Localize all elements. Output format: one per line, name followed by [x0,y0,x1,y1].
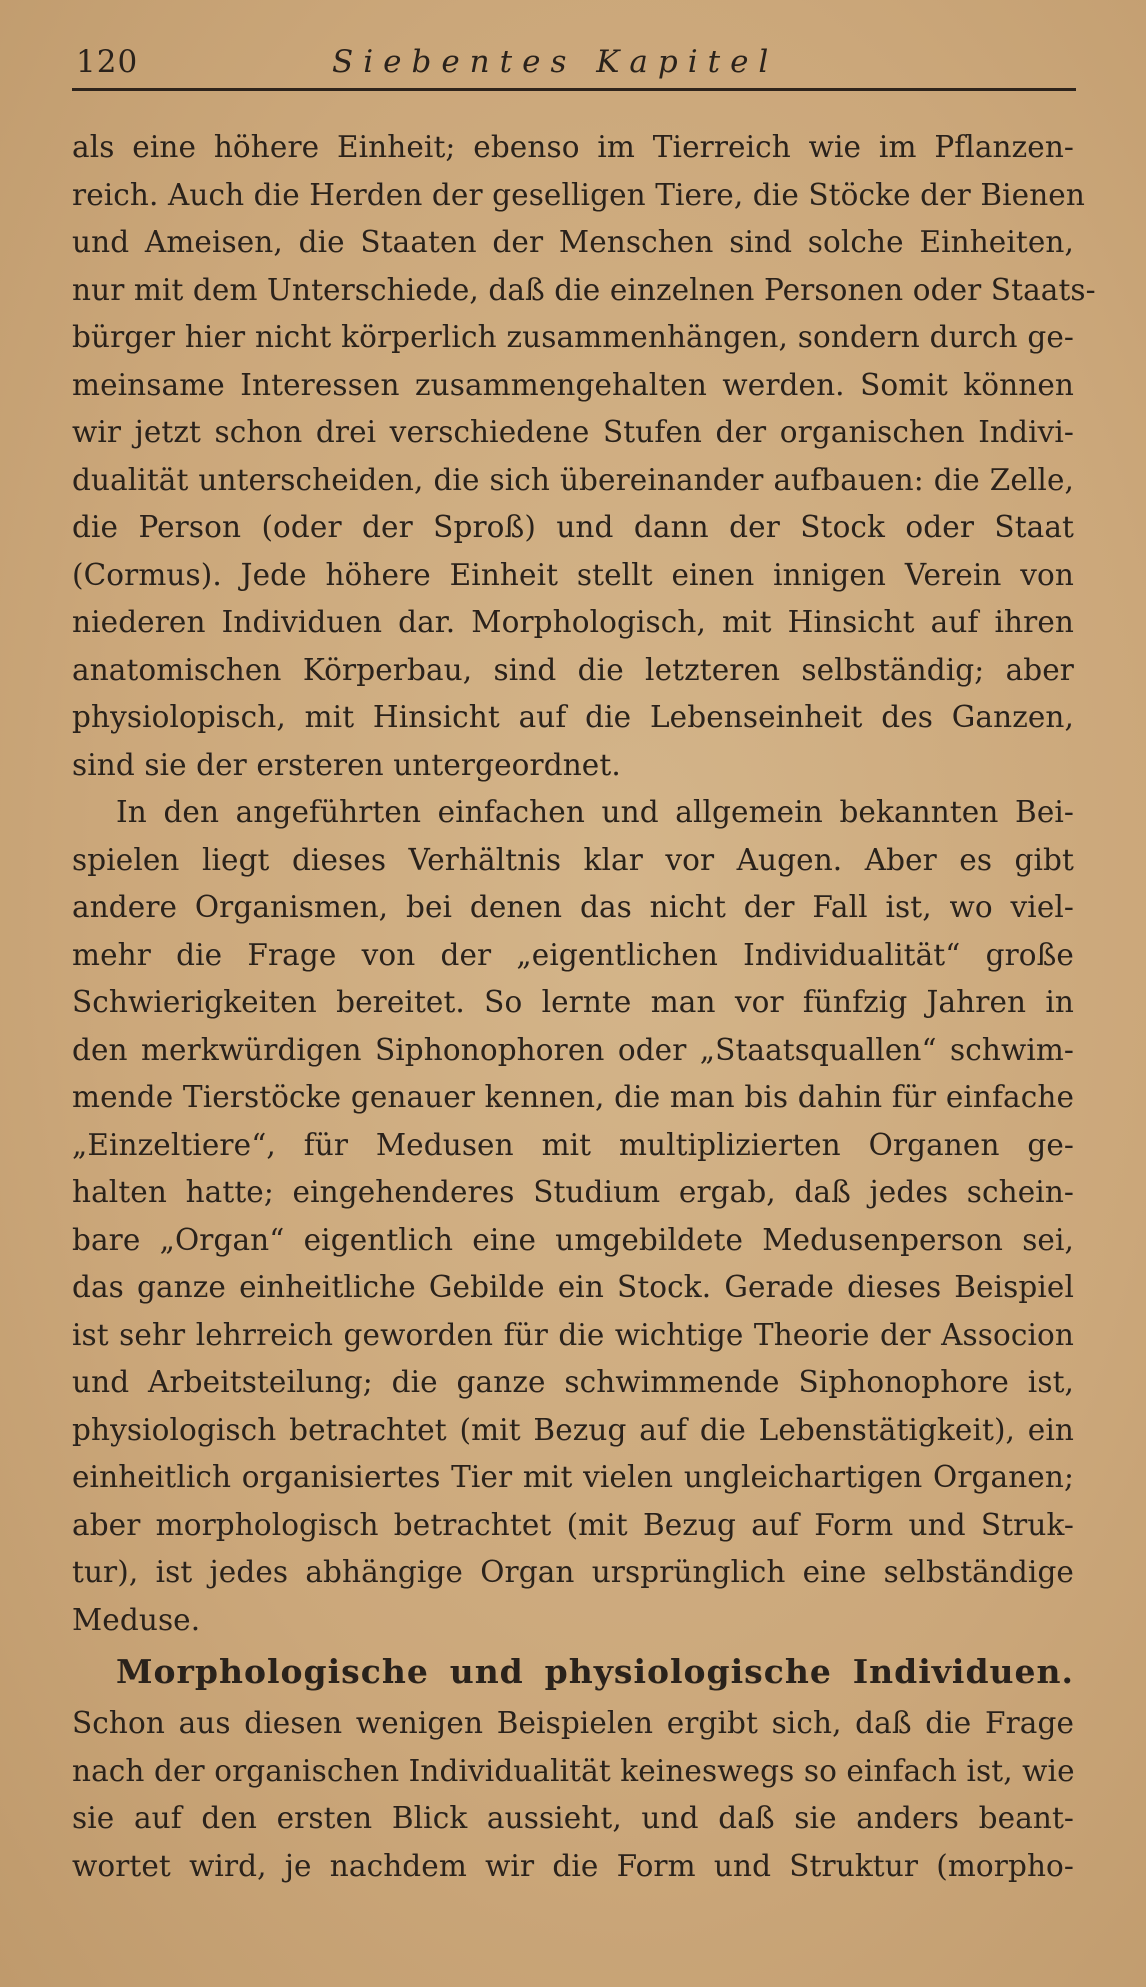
text-line: die Person (oder der Sproß) und dann der Stock oder Staat [72,510,1074,544]
text-line: (Cormus). Jede höhere Einheit stellt einen innigen Verein von [72,557,1074,592]
text-line: anatomischen Körperbau, sind die letzteren selbständig; aber [72,652,1074,687]
paragraph-1 [72,124,1096,789]
text-line: Schwierigkeiten bereitet. So lernte man vor fünfzig Jahren in [72,985,1074,1019]
section-heading: Morphologische und physiologische Individuen. [116,1652,1074,1691]
header-rule [72,88,1076,91]
text-line: physiolopisch, mit Hinsicht auf die Lebenseinheit des Ganzen, [72,700,1074,734]
text-line: als eine höhere Einheit; ebenso im Tierreich wie im Pflanzen- [72,130,1074,164]
text-line: niederen Individuen dar. Morphologisch, mit Hinsicht auf ihren [72,605,1074,639]
text-line: das ganze einheitliche Gebilde ein Stock. Gerade dieses Beispiel [72,1270,1074,1304]
text-line: Meduse. [72,1602,201,1637]
text-line: und Arbeitsteilung; die ganze schwimmende Siphonophore ist, [72,1365,1074,1399]
text-line: wortet wird, je nachdem wir die Form und Struktur (morpho- [72,1848,1074,1883]
text-line: ist sehr lehrreich geworden für die wichtige Theorie der Associon [72,1317,1074,1352]
text-line: mende Tierstöcke genauer kennen, die man bis dahin für einfache [72,1080,1074,1114]
text-line: physiologisch betrachtet (mit Bezug auf die Lebenstätigkeit), ein [72,1412,1074,1447]
text-line: meinsame Interessen zusammengehalten werden. Somit können [72,367,1074,402]
text-line: bare „Organ“ eigentlich eine umgebildete Medusenperson sei, [72,1222,1074,1257]
text-line: In den angeführten einfachen und allgemein bekannten Bei- [116,795,1074,829]
text-line: wir jetzt schon drei verschiedene Stufen der organischen Indivi- [72,415,1074,449]
text-line: sind sie der ersteren untergeordnet. [72,747,621,782]
page-number: 120 [76,44,139,80]
text-line: dualität unterscheiden, die sich übereinander aufbauen: die Zelle, [72,462,1074,497]
text-line: einheitlich organisiertes Tier mit vielen ungleichartigen Organen; [72,1460,1074,1494]
text-line: bürger hier nicht körperlich zusammenhängen, sondern durch ge- [72,320,1074,354]
text-line: Schon aus diesen wenigen Beispielen ergibt sich, daß die Frage [72,1706,1074,1740]
paragraph-2 [72,789,1074,1644]
text-line: tur), ist jedes abhängige Organ ursprünglich eine selbständige [72,1555,1074,1589]
text-line: den merkwürdigen Siphonophoren oder „Staatsquallen“ schwim- [72,1032,1074,1067]
page-body [72,124,1096,1890]
text-line: „Einzeltiere“, für Medusen mit multiplizierten Organen ge- [72,1127,1074,1162]
page-header [72,44,1072,88]
text-line: andere Organismen, bei denen das nicht der Fall ist, wo viel- [72,890,1074,924]
text-line: sie auf den ersten Blick aussieht, und daß sie anders beant- [72,1801,1074,1835]
text-line: mehr die Frage von der „eigentlichen Individualität“ große [72,937,1074,972]
text-line: spielen liegt dieses Verhältnis klar vor Augen. Aber es gibt [72,842,1074,877]
text-line: nur mit dem Unterschiede, daß die einzelnen Personen oder Staats- [72,272,1096,307]
text-line: und Ameisen, die Staaten der Menschen sind solche Einheiten, [72,225,1074,259]
running-head: Siebentes Kapitel [332,44,779,80]
paragraph-3 [72,1700,1074,1890]
text-line: nach der organischen Individualität keineswegs so einfach ist, wie [72,1753,1075,1788]
text-line: halten hatte; eingehenderes Studium ergab, daß jedes schein- [72,1175,1074,1209]
text-line: aber morphologisch betrachtet (mit Bezug auf Form und Struk- [72,1507,1074,1542]
text-line: reich. Auch die Herden der geselligen Tiere, die Stöcke der Bienen [72,177,1085,212]
